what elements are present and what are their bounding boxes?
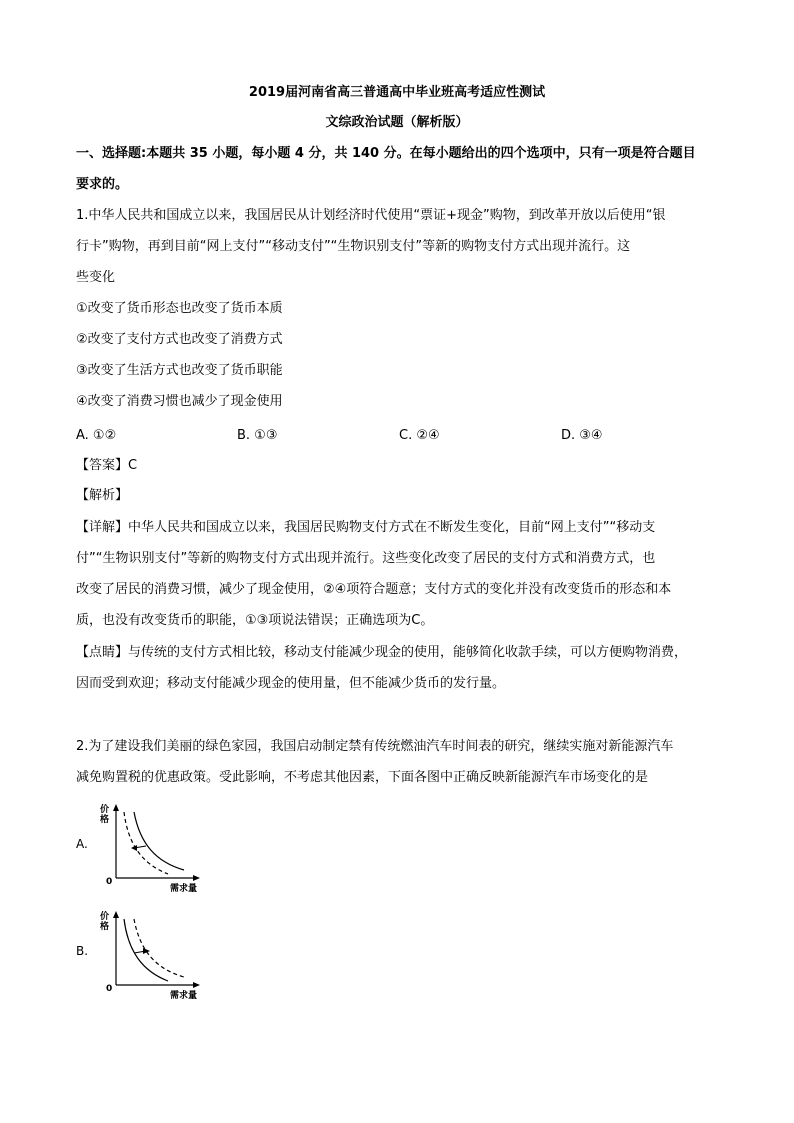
q1-item-4: ④改变了消费习惯也减少了现金使用: [76, 394, 283, 409]
q2-figure-a: [96, 798, 216, 894]
q1-stem-line3: 些变化: [76, 270, 116, 285]
x-axis-arrow: [193, 875, 200, 881]
origin-label: 0: [106, 984, 113, 994]
x-axis-arrow: [193, 982, 200, 988]
q1-detail-line4: 质，也没有改变货币的职能，①③项说法错误；正确选项为C。: [76, 613, 434, 628]
doc-title: 2019届河南省高三普通高中毕业班高考适应性测试: [248, 85, 546, 100]
q1-item-3: ③改变了生活方式也改变了货币职能: [76, 363, 283, 378]
q1-stem-line1: 1.中华人民共和国成立以来，我国居民从计划经济时代使用“票证+现金”购物，到改革开放以后使用“银: [76, 208, 666, 223]
y-axis-label-part1: 价: [100, 805, 110, 815]
q1-stem-line2: 行卡”购物，再到目前“网上支付”“移动支付”“生物识别支付”等新的购物支付方式出现并流行。这: [76, 239, 631, 254]
doc-subtitle: 文综政治试题（解析版）: [325, 115, 469, 130]
x-axis-label: 需求量: [170, 991, 198, 1001]
q1-option-a: A. ①②: [76, 428, 117, 443]
q2-stem-line1: 2.为了建设我们美丽的绿色家园，我国启动制定禁有传统燃油汽车时间表的研究，继续实施对新能源汽车: [76, 739, 674, 754]
y-axis-arrow: [113, 911, 119, 918]
shift-arrowhead: [143, 948, 150, 954]
x-axis-label: 需求量: [170, 884, 198, 894]
origin-label: 0: [106, 877, 113, 887]
demand-curve-solid: [134, 812, 184, 870]
section-heading-line1: 一、选择题:本题共 35 小题，每小题 4 分，共 140 分。在每小题给出的四个选项中，只有一项是符合题目: [76, 146, 696, 161]
y-axis-label-part1: 价: [100, 912, 110, 922]
q1-item-1: ①改变了货币形态也改变了货币本质: [76, 301, 283, 316]
q1-detail-line1: 【详解】中华人民共和国成立以来，我国居民购物支付方式在不断发生变化，目前“网上支付”“移动支: [76, 520, 656, 535]
q1-answer: 【答案】C: [76, 458, 138, 473]
q1-detail-line3: 改变了居民的消费习惯，减少了现金使用，②④项符合题意；支付方式的变化并没有改变货币的形态和本: [76, 582, 672, 597]
section-heading-line2: 要求的。: [76, 177, 129, 192]
q1-note-line2: 因而受到欢迎；移动支付能减少现金的使用量，但不能减少货币的发行量。: [76, 676, 506, 691]
q1-note-line1: 【点睛】与传统的支付方式相比较，移动支付能减少现金的使用，能够简化收款手续，可以方便购物消费，: [76, 645, 688, 660]
q1-detail-line2: 付”“生物识别支付”等新的购物支付方式出现并流行。这些变化改变了居民的支付方式和消费方式，也: [76, 551, 656, 566]
q2-figure-a-label: A.: [76, 837, 88, 851]
q2-figure-b-label: B.: [76, 944, 89, 958]
q1-analysis-heading: 【解析】: [76, 488, 129, 503]
q1-option-d: D. ③④: [561, 428, 603, 443]
q1-option-c: C. ②④: [399, 428, 440, 443]
q1-item-2: ②改变了支付方式也改变了消费方式: [76, 332, 283, 347]
y-axis-label-part2: 格: [100, 922, 110, 932]
demand-curve-dashed: [134, 919, 184, 977]
y-axis-arrow: [113, 804, 119, 811]
q1-option-b: B. ①③: [237, 428, 278, 443]
y-axis-label-part2: 格: [100, 815, 110, 825]
q2-stem-line2: 减免购置税的优惠政策。受此影响，不考虑其他因素，下面各图中正确反映新能源汽车市场变化的是: [76, 770, 649, 785]
q2-figure-b: [96, 905, 216, 1001]
